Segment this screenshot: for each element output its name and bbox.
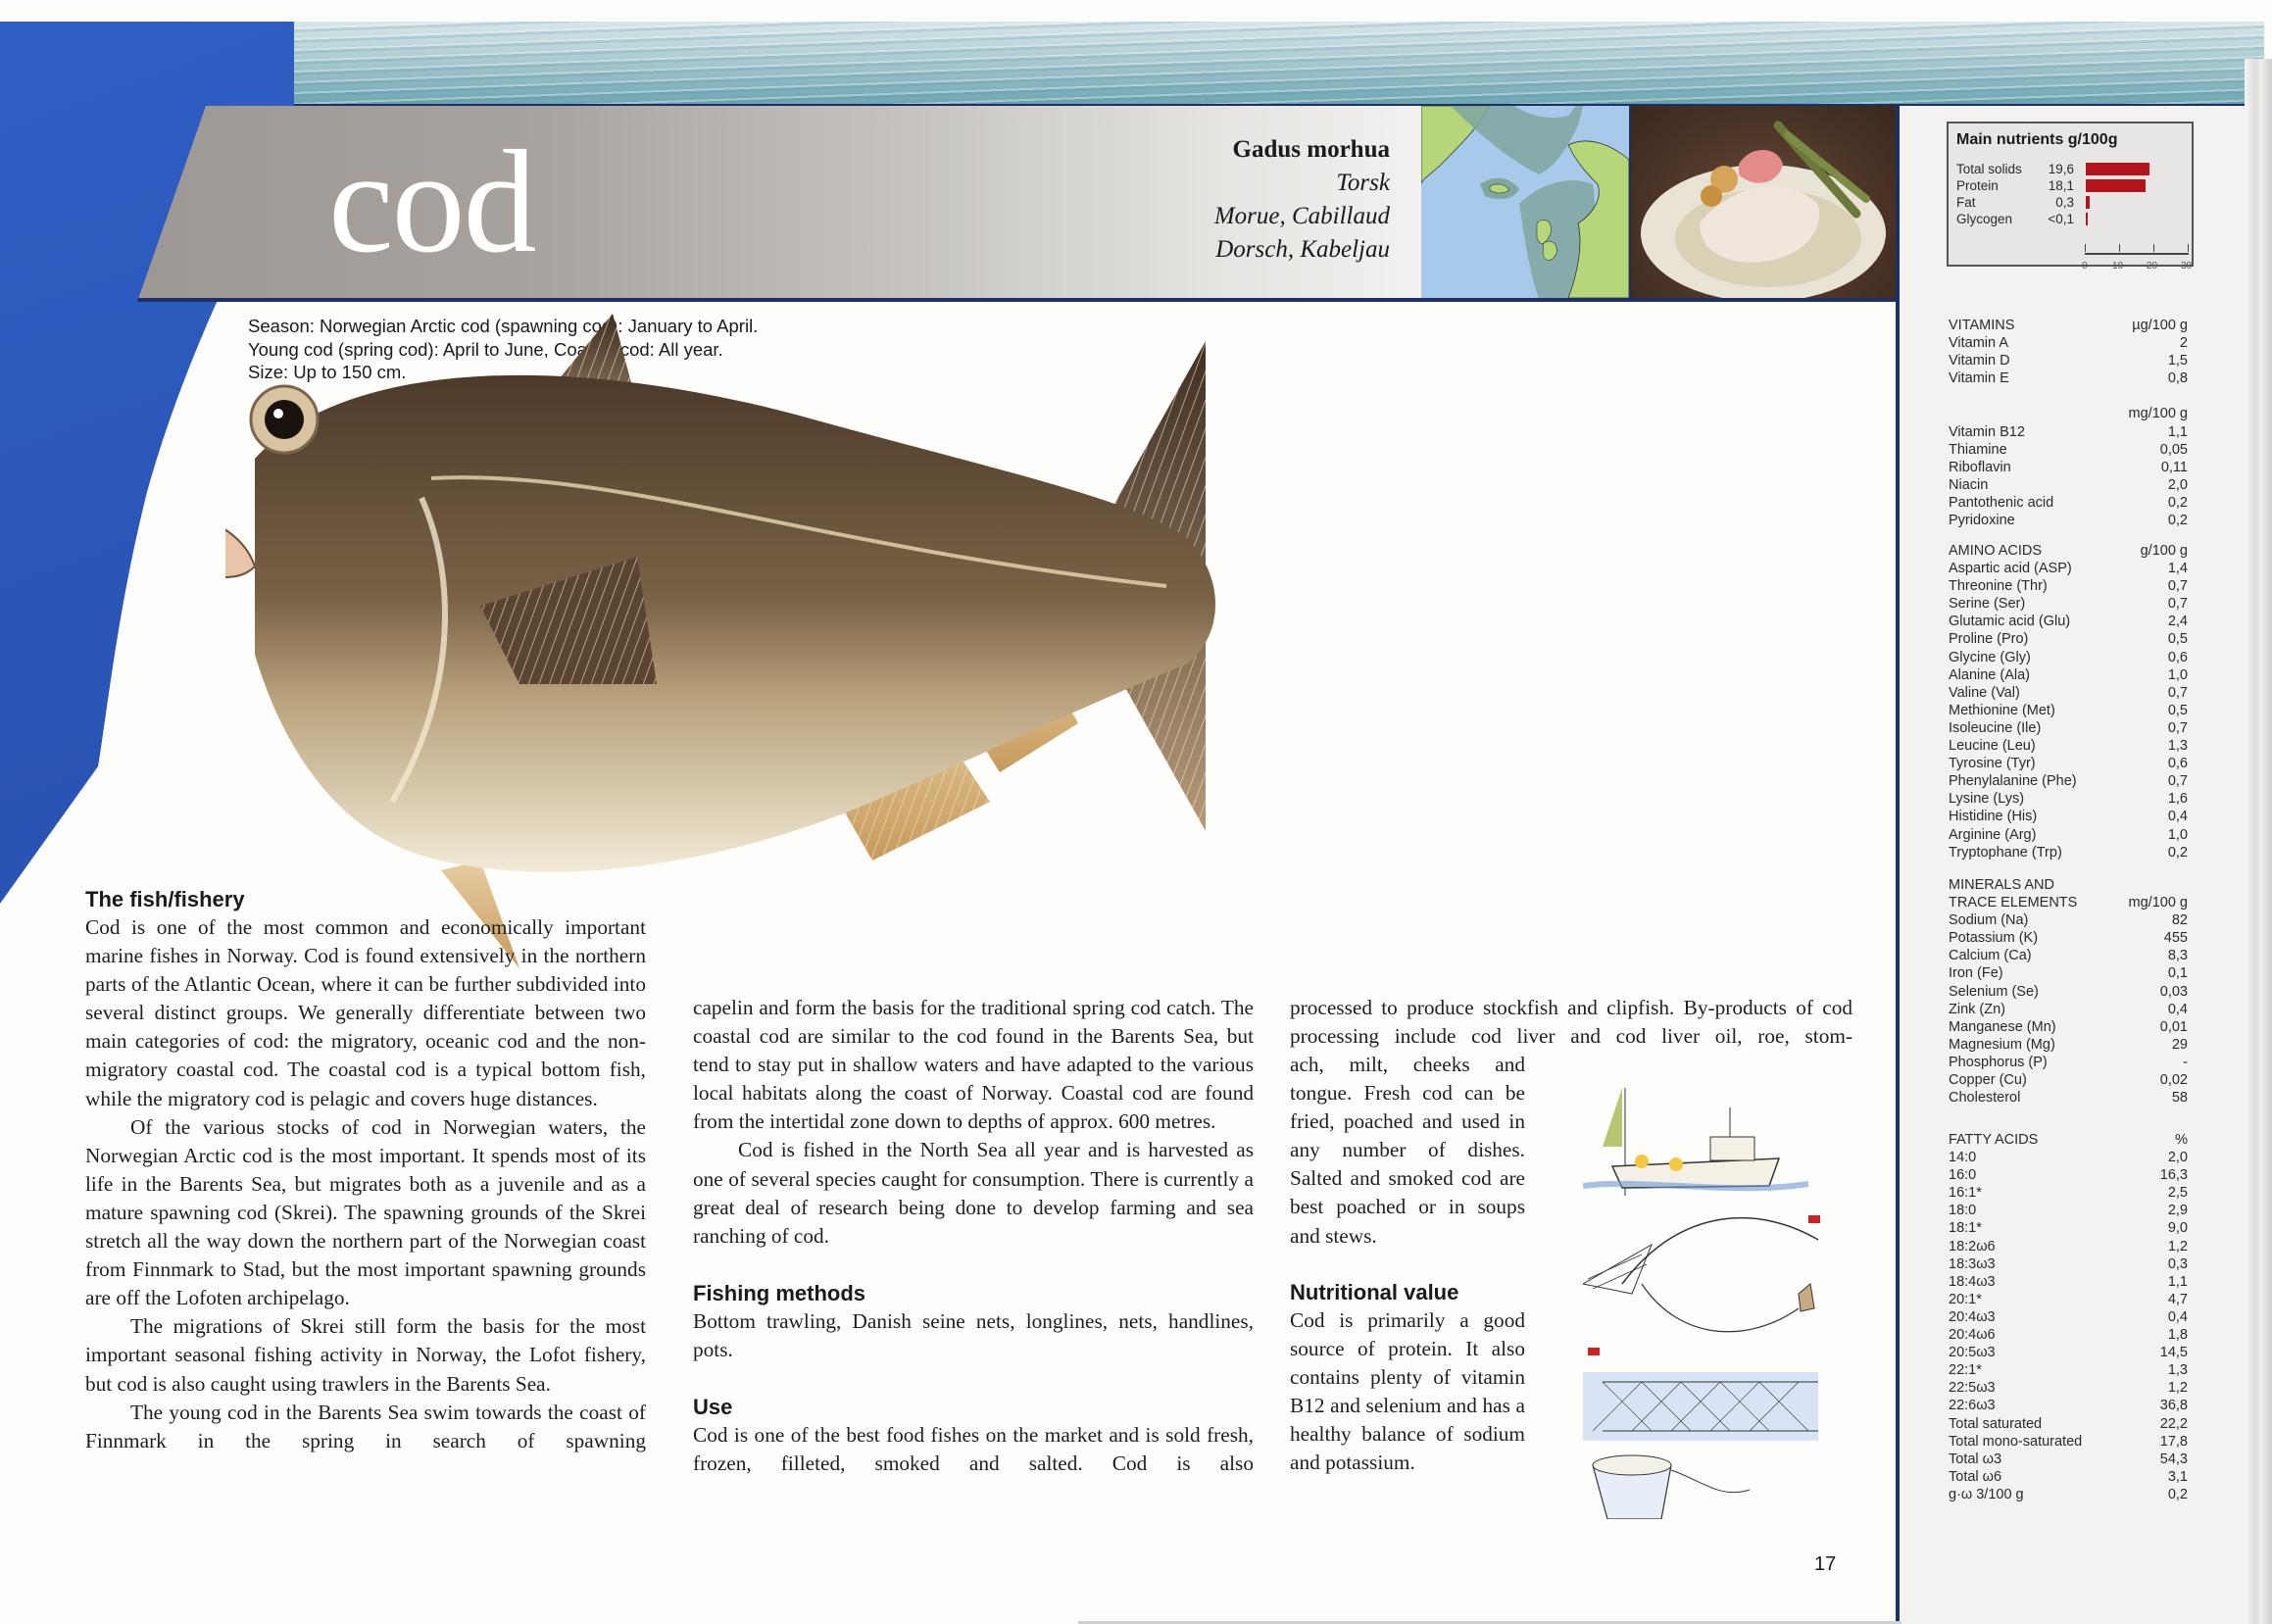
table-row: 18:4ω3 1,1 (1949, 1273, 2188, 1290)
table-row: 18:2ω6 1,2 (1949, 1238, 2188, 1255)
table-row: 18:1* 9,0 (1949, 1220, 2188, 1237)
paragraph: Bottom trawling, Danish seine nets, longlines, nets, handlines, pots. (693, 1308, 1254, 1361)
water-banner-image (294, 22, 2264, 108)
season-line: Season: Norwegian Arctic cod (spawning cod): January to April. (248, 316, 759, 336)
page-edge (2245, 59, 2272, 1624)
fishing-methods-illustration (1583, 1088, 1867, 1519)
dish-graphic (1631, 106, 1896, 298)
table-row: Threonine (Thr) 0,7 (1949, 578, 2188, 595)
unit-label: µg/100 g (2132, 318, 2188, 333)
table-row: Tyrosine (Tyr) 0,6 (1949, 756, 2188, 772)
bar (2086, 213, 2088, 225)
table-row: Glutamic acid (Glu) 2,4 (1949, 614, 2188, 630)
main-nutrients-chart (1947, 122, 2194, 271)
chart-row (1956, 161, 2192, 177)
row-label: Glycogen (1956, 212, 2013, 226)
chart-title: Main nutrients g/100g (1956, 131, 2118, 148)
x-tick-label: 10 (2112, 261, 2124, 271)
season-line: Young cod (spring cod): April to June, Coastal cod: All year. (248, 338, 723, 360)
table-row: Calcium (Ca) 8,3 (1949, 948, 2188, 964)
amino-acids-table (1949, 542, 2188, 861)
scientific-name: Gadus morhua (1232, 136, 1390, 163)
paragraph: Of the various stocks of cod in Norwegian waters, the Norwegian Arctic cod is the most important. It spends most of its life in the Barents Sea, but migrates both as a juvenile and as a mature spawning cod (Skrei). The spawning grounds of the Skrei stretch all the way down the northern part of the Norwegian coast from Finnmark to Stad, but the most important spawning grounds are off the Lofoten archipelago. (85, 1114, 646, 1310)
page-number: 17 (1814, 1553, 1837, 1575)
table-row: Riboflavin 0,11 (1949, 459, 2188, 475)
table-row: 22:5ω3 1,2 (1949, 1380, 2188, 1397)
size-line: Size: Up to 150 cm. (248, 362, 407, 382)
heading-use: Use (693, 1395, 733, 1420)
table-row: 22:1* 1,3 (1949, 1362, 2188, 1379)
table-row: Thiamine 0,05 (1949, 441, 2188, 458)
cod-dish-photo (1629, 106, 1896, 302)
table-row: Aspartic acid (ASP) 1,4 (1949, 561, 2188, 577)
table-row: Manganese (Mn) 0,01 (1949, 1018, 2188, 1035)
unit-label: mg/100 g (2128, 406, 2188, 422)
table-row: Selenium (Se) 0,03 (1949, 983, 2188, 1000)
row-value: 0,3 (2055, 195, 2074, 210)
column-2 (693, 994, 1254, 1478)
column-3-nutrition (1290, 1278, 1525, 1478)
table-row: Isoleucine (Ile) 0,7 (1949, 719, 2188, 736)
table-row: Vitamin A 2 (1949, 335, 2188, 352)
page-title: cod (328, 121, 535, 283)
chart-x-axis (2085, 247, 2189, 255)
table-row: Vitamin E 0,8 (1949, 370, 2188, 387)
name-norwegian: Torsk (1336, 170, 1390, 196)
table-row: Potassium (K) 455 (1949, 930, 2188, 947)
paragraph: Cod is primarily a good source of protein. It also contains plenty of vitamin B12 and selenium and has a healthy balance of sodium and potassium. (1290, 1308, 1525, 1475)
table-row: Proline (Pro) 0,5 (1949, 631, 2188, 648)
fishing-graphic (1583, 1088, 1867, 1519)
paragraph: The young cod in the Barents Sea swim towards the coast of Finnmark in the spring in search of spawning (85, 1400, 646, 1452)
paragraph: Cod is one of the most common and economically important marine fishes in Norway. Cod is found extensively in the northern parts of the Atlantic Ocean, where it can be further subdivided into several distinct groups. We generally differentiate between two main categories of cod: the migratory, oceanic cod and the non-migratory coastal cod. The coastal cod is a typical bottom fish, while the migratory cod is pelagic and covers huge distances. (85, 915, 646, 1110)
table-row: Arginine (Arg) 1,0 (1949, 826, 2188, 843)
table-row: Vitamin D 1,5 (1949, 353, 2188, 369)
section-heading: TRACE ELEMENTS (1949, 895, 2078, 911)
section-heading: VITAMINS (1949, 318, 2015, 333)
table-row: Pantothenic acid 0,2 (1949, 494, 2188, 511)
section-heading: AMINO ACIDS (1949, 543, 2043, 559)
table-row: Tryptophane (Trp) 0,2 (1949, 844, 2188, 861)
x-tick-label: 30 (2181, 261, 2193, 271)
table-row: Magnesium (Mg) 29 (1949, 1036, 2188, 1053)
table-row: 14:0 2,0 (1949, 1150, 2188, 1166)
table-row: Vitamin B12 1,1 (1949, 423, 2188, 440)
table-row: Histidine (His) 0,4 (1949, 809, 2188, 825)
fatty-acids-table (1949, 1131, 2188, 1503)
table-row: 20:4ω3 0,4 (1949, 1308, 2188, 1325)
row-value: 19,6 (2048, 162, 2074, 176)
bar (2086, 196, 2090, 209)
table-row: Copper (Cu) 0,02 (1949, 1072, 2188, 1089)
chart-row (1956, 194, 2192, 211)
paragraph: processed to produce stockfish and clipfish. By-products of cod processing include cod liver and cod liver oil, roe, stom- (1290, 996, 1852, 1049)
paragraph: ach, milt, cheeks and tongue. Fresh cod can be fried, poached and used in any number of dishes. Salted and smoked cod are best poached or in soups and stews. (1290, 1053, 1525, 1248)
table-row: Valine (Val) 0,7 (1949, 684, 2188, 701)
heading-fishing-methods: Fishing methods (693, 1280, 865, 1305)
table-row: Sodium (Na) 82 (1949, 912, 2188, 929)
table-row: 18:3ω3 0,3 (1949, 1255, 2188, 1272)
table-row: Zink (Zn) 0,4 (1949, 1001, 2188, 1017)
row-value: <0,1 (2048, 212, 2074, 226)
name-german: Dorsch, Kabeljau (1215, 236, 1390, 263)
paragraph: Cod is fished in the North Sea all year and is harvested as one of several species caught for consumption. There is currently a great deal of research being done to develop farming and sea ranching of cod. (693, 1138, 1254, 1248)
table-row: 16:0 16,3 (1949, 1167, 2188, 1184)
nutrition-sidebar (1896, 106, 2248, 1624)
table-row: Methionine (Met) 0,5 (1949, 702, 2188, 718)
row-label: Fat (1956, 195, 1976, 210)
table-row: 20:1* 4,7 (1949, 1291, 2188, 1307)
table-row: Phosphorus (P) - (1949, 1054, 2188, 1070)
table-row: g·ω 3/100 g 0,2 (1949, 1486, 2188, 1502)
table-row: 20:4ω6 1,8 (1949, 1327, 2188, 1344)
table-row: Niacin 2,0 (1949, 476, 2188, 493)
table-row: Glycine (Gly) 0,6 (1949, 649, 2188, 665)
x-tick-label: 20 (2147, 261, 2158, 271)
bar (2086, 179, 2146, 192)
name-french: Morue, Cabillaud (1213, 203, 1390, 229)
table-row: Total ω6 3,1 (1949, 1468, 2188, 1485)
heading-nutritional-value: Nutritional value (1290, 1280, 1459, 1304)
unit-label: % (2175, 1132, 2188, 1148)
row-label: Protein (1956, 178, 1999, 193)
unit-label: g/100 g (2140, 543, 2188, 559)
paragraph: The migrations of Skrei still form the basis for the most important seasonal fishing activity in Norway, the Lofot fishery, but cod is also caught using trawlers in the Barents Sea. (85, 1314, 646, 1396)
chart-row (1956, 211, 2192, 227)
table-row: Leucine (Leu) 1,3 (1949, 738, 2188, 755)
x-tick-label: 0 (2082, 261, 2088, 271)
table-row: 18:0 2,9 (1949, 1203, 2188, 1219)
table-row: 22:6ω3 36,8 (1949, 1398, 2188, 1414)
minerals-table (1949, 876, 2188, 1107)
heading-fish-fishery: The fish/fishery (85, 887, 245, 911)
chart-row (1956, 177, 2192, 194)
table-row: Total mono-saturated 17,8 (1949, 1433, 2188, 1450)
table-row: Phenylalanine (Phe) 0,7 (1949, 773, 2188, 790)
map-graphic (1421, 106, 1629, 298)
column-3-top (1290, 994, 1852, 1051)
paragraph: capelin and form the basis for the traditional spring cod catch. The coastal cod are similar to the cod found in the Barents Sea, but tend to stay put in shallow waters and have adapted to the various local habitats along the coast of Norway. Coastal cod are found from the intertidal zone down to depths of approx. 600 metres. (693, 996, 1254, 1134)
table-row: Cholesterol 58 (1949, 1090, 2188, 1107)
table-row: Serine (Ser) 0,7 (1949, 596, 2188, 613)
unit-label: mg/100 g (2128, 895, 2188, 911)
species-names (1214, 133, 1390, 267)
paragraph: Cod is one of the best food fishes on the market and is sold fresh, frozen, filleted, smoked and salted. Cod is also (693, 1423, 1254, 1476)
table-row: Total ω3 54,3 (1949, 1451, 2188, 1467)
row-value: 18,1 (2048, 178, 2074, 193)
bar (2086, 163, 2149, 175)
table-row: 20:5ω3 14,5 (1949, 1345, 2188, 1361)
column-3-narrow (1290, 1051, 1525, 1251)
table-row: Lysine (Lys) 1,6 (1949, 791, 2188, 808)
table-row: Total saturated 22,2 (1949, 1415, 2188, 1432)
distribution-map (1421, 106, 1629, 302)
vitamins-table (1949, 317, 2188, 529)
table-row: 16:1* 2,5 (1949, 1185, 2188, 1202)
column-1 (85, 885, 646, 1455)
table-row: Iron (Fe) 0,1 (1949, 965, 2188, 982)
row-label: Total solids (1956, 162, 2022, 176)
section-heading: MINERALS AND (1949, 877, 2054, 893)
section-heading: FATTY ACIDS (1949, 1132, 2039, 1148)
table-row: Alanine (Ala) 1,0 (1949, 666, 2188, 683)
table-row: Pyridoxine 0,2 (1949, 513, 2188, 529)
